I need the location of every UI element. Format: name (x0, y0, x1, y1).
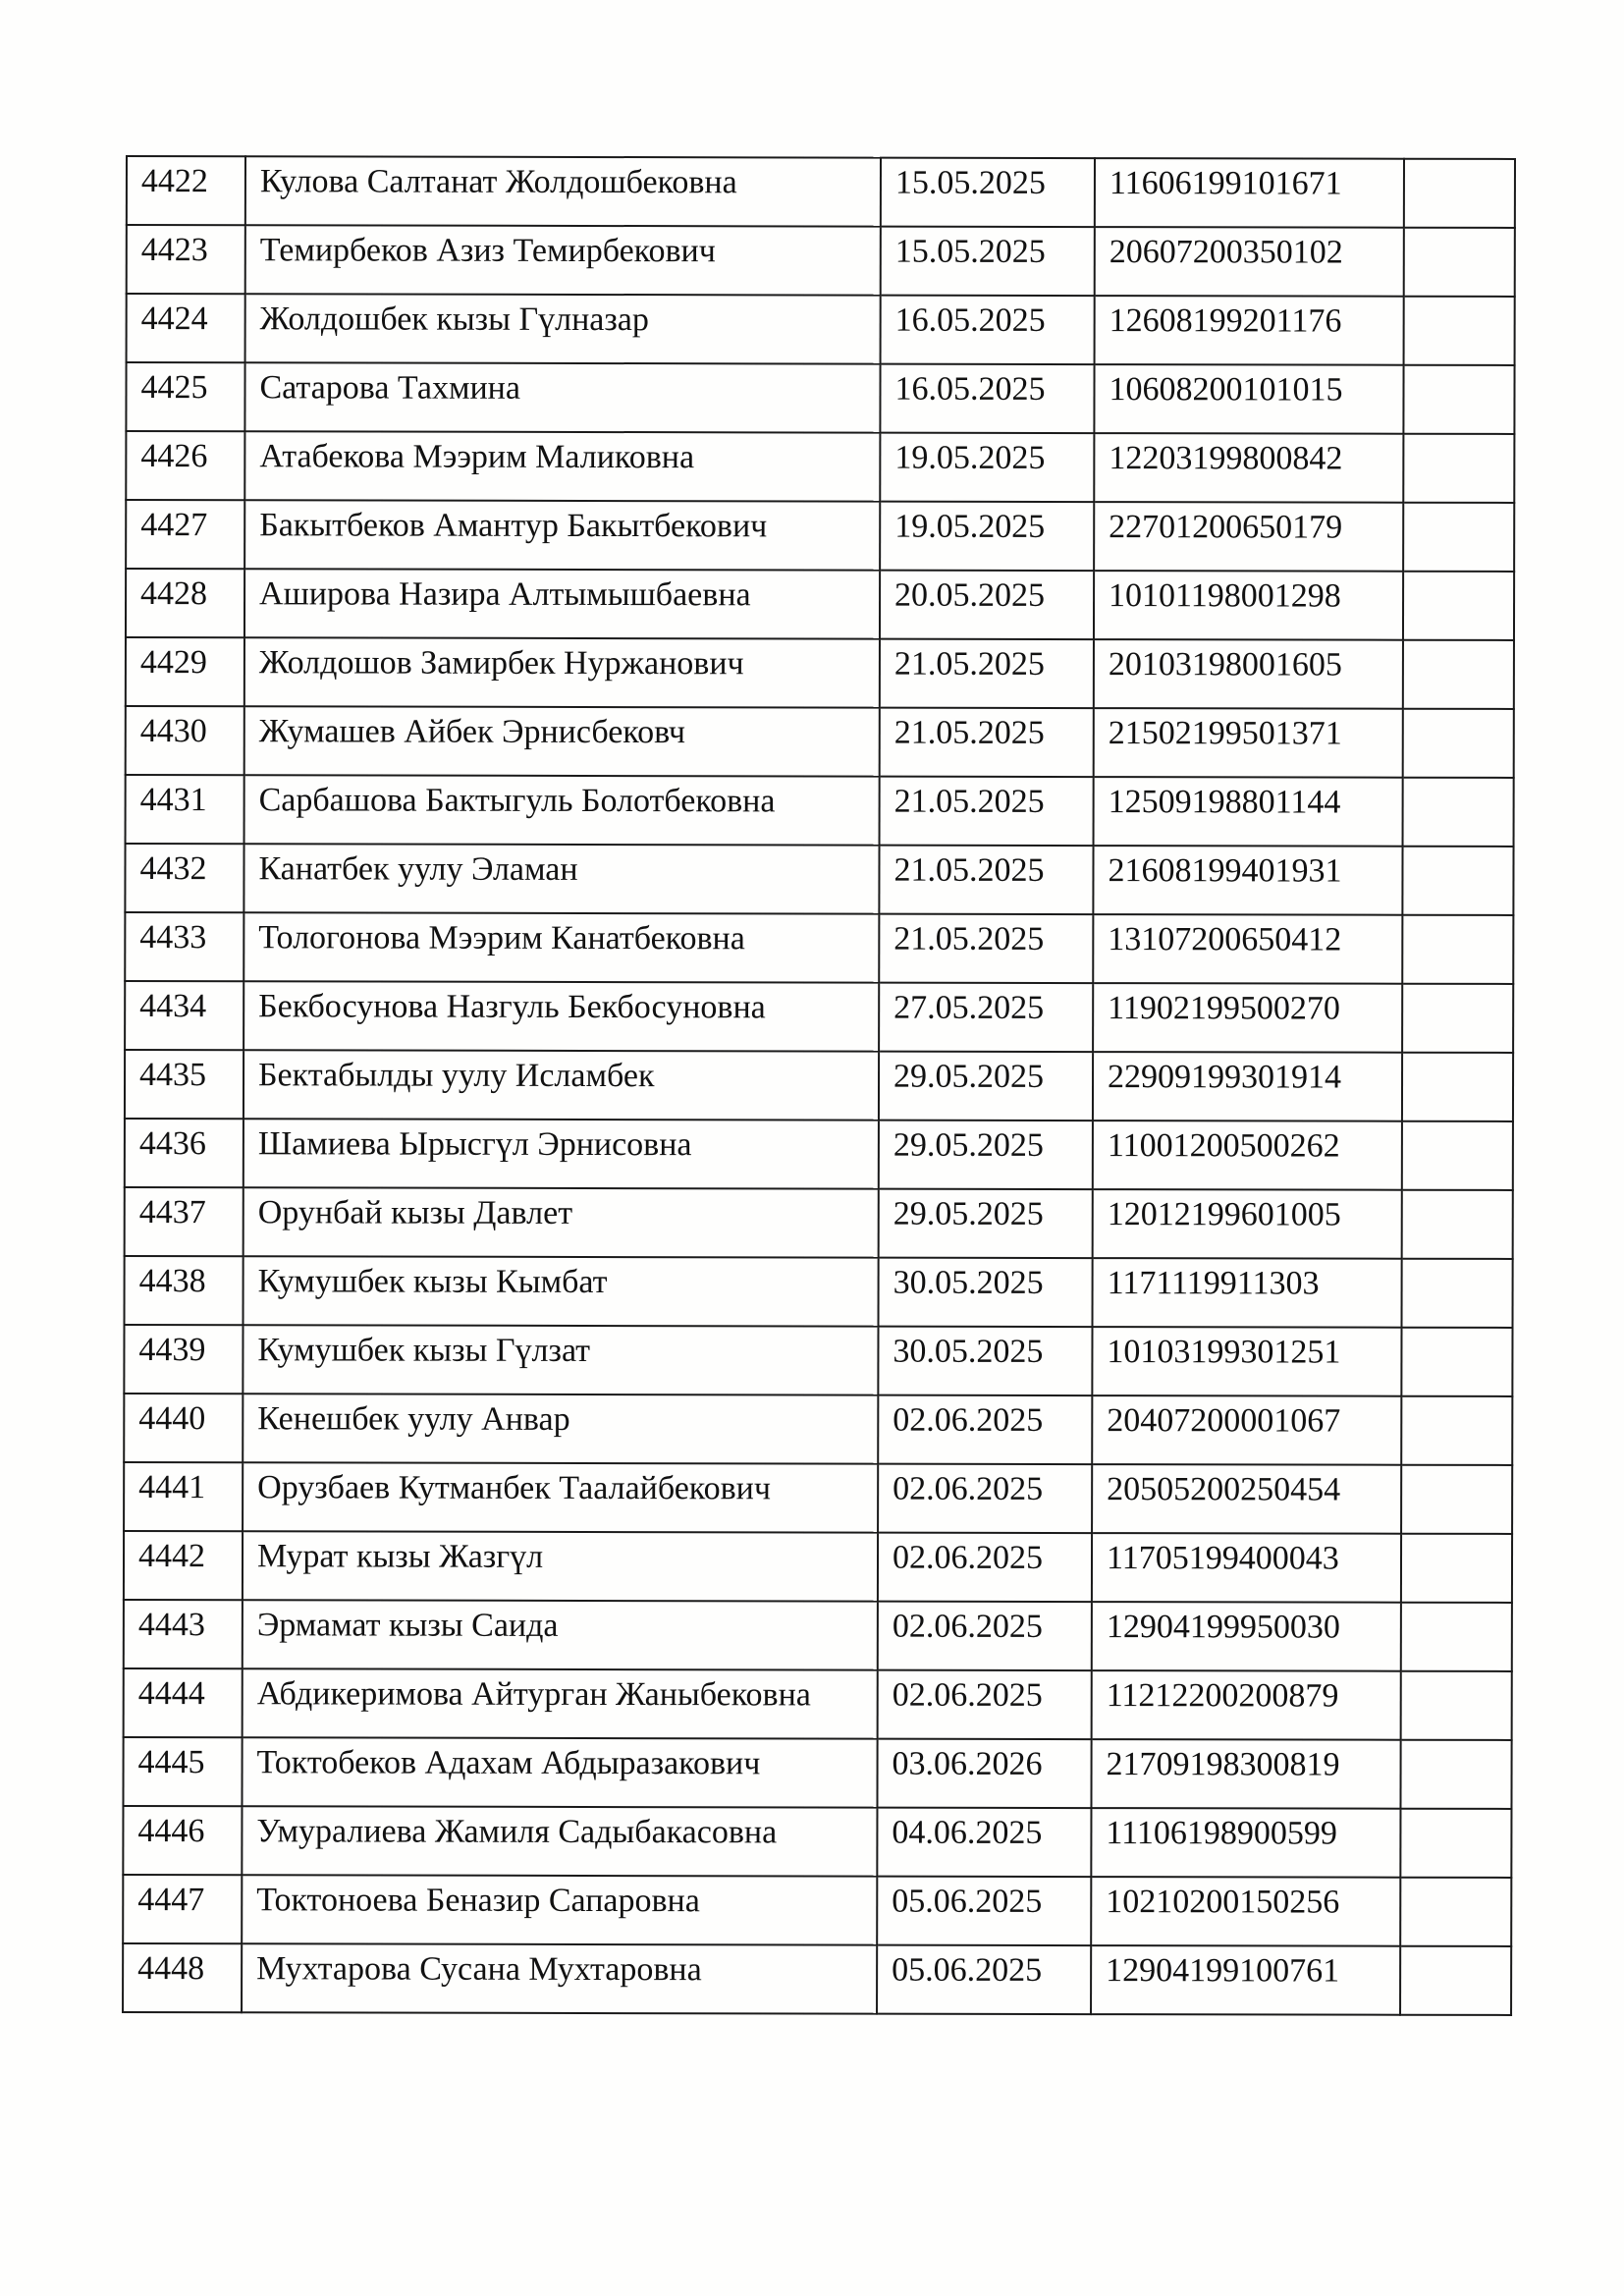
full-name-cell: Аширова Назира Алтымышбаевна (244, 569, 880, 638)
personal-id-cell: 10103199301251 (1092, 1327, 1401, 1396)
table-row (125, 1256, 1513, 1328)
row-number-cell: 4425 (126, 362, 244, 431)
date-cell: 15.05.2025 (881, 227, 1095, 296)
full-name-cell: Орузбаев Кутманбек Таалайбекович (243, 1462, 878, 1532)
table-row (124, 1600, 1512, 1671)
registry-table-body (123, 156, 1515, 2015)
full-name-cell: Бектабылды уулу Исламбек (244, 1050, 879, 1120)
row-number-cell: 4443 (124, 1600, 243, 1668)
date-cell: 02.06.2025 (878, 1464, 1092, 1533)
note-cell (1402, 847, 1513, 915)
date-cell: 29.05.2025 (879, 1189, 1093, 1258)
personal-id-cell: 21709198300819 (1091, 1739, 1400, 1809)
full-name-cell: Жолдошов Замирбек Нуржанович (244, 637, 880, 707)
note-cell (1402, 1121, 1513, 1190)
row-number-cell: 4447 (123, 1875, 242, 1943)
personal-id-cell: 11001200500262 (1093, 1121, 1402, 1190)
row-number-cell: 4433 (125, 912, 244, 981)
personal-id-cell: 20407200001067 (1092, 1395, 1401, 1465)
full-name-cell: Кенешбек уулу Анвар (243, 1394, 878, 1463)
date-cell: 19.05.2025 (880, 502, 1094, 571)
table-row (123, 1806, 1511, 1878)
note-cell (1400, 1946, 1511, 2015)
registry-table (122, 155, 1516, 2016)
table-row (125, 1050, 1513, 1121)
full-name-cell: Кумушбек кызы Кымбат (244, 1256, 879, 1326)
row-number-cell: 4432 (125, 844, 244, 912)
personal-id-cell: 20505200250454 (1092, 1464, 1401, 1534)
table-row (124, 1668, 1512, 1740)
row-number-cell: 4437 (125, 1187, 244, 1256)
personal-id-cell: 10608200101015 (1094, 364, 1403, 434)
personal-id-cell: 10210200150256 (1091, 1877, 1400, 1946)
row-number-cell: 4430 (126, 706, 244, 775)
row-number-cell: 4426 (126, 431, 244, 500)
full-name-cell: Жолдошбек кызы Гүлназар (245, 294, 881, 363)
table-row (125, 844, 1513, 915)
date-cell: 02.06.2025 (878, 1533, 1092, 1602)
note-cell (1403, 365, 1514, 434)
table-row (123, 1875, 1511, 1946)
table-row (124, 1462, 1512, 1534)
full-name-cell: Атабекова Мээрим Маликовна (244, 431, 880, 501)
table-row (124, 1394, 1512, 1465)
note-cell (1402, 1190, 1513, 1259)
full-name-cell: Орунбай кызы Давлет (244, 1187, 879, 1257)
row-number-cell: 4436 (125, 1119, 244, 1187)
date-cell: 21.05.2025 (880, 708, 1094, 777)
personal-id-cell: 21608199401931 (1093, 846, 1402, 915)
note-cell (1403, 640, 1514, 709)
personal-id-cell: 11212200200879 (1092, 1670, 1401, 1740)
note-cell (1402, 915, 1513, 984)
note-cell (1403, 572, 1514, 640)
date-cell: 03.06.2026 (877, 1739, 1091, 1808)
row-number-cell: 4441 (124, 1462, 243, 1531)
date-cell: 27.05.2025 (879, 983, 1093, 1052)
row-number-cell: 4435 (125, 1050, 244, 1119)
full-name-cell: Мурат кызы Жазгүл (243, 1531, 878, 1601)
personal-id-cell: 20103198001605 (1094, 639, 1403, 709)
row-number-cell: 4448 (123, 1943, 242, 2012)
table-row (126, 500, 1514, 572)
note-cell (1400, 1809, 1511, 1878)
note-cell (1404, 159, 1515, 228)
personal-id-cell: 12904199100761 (1091, 1945, 1400, 2015)
date-cell: 04.06.2025 (877, 1808, 1091, 1877)
table-row (125, 981, 1513, 1053)
table-row (126, 706, 1514, 778)
date-cell: 21.05.2025 (880, 639, 1094, 708)
table-row (127, 294, 1515, 365)
personal-id-cell: 21502199501371 (1094, 708, 1403, 778)
note-cell (1403, 503, 1514, 572)
row-number-cell: 4423 (127, 225, 245, 294)
date-cell: 30.05.2025 (878, 1327, 1092, 1395)
full-name-cell: Абдикеримова Айтурган Жаныбековна (243, 1668, 878, 1738)
row-number-cell: 4422 (127, 156, 245, 225)
note-cell (1403, 778, 1514, 847)
table-row (125, 1187, 1513, 1259)
note-cell (1401, 1396, 1512, 1465)
note-cell (1401, 1671, 1512, 1740)
personal-id-cell: 22701200650179 (1094, 502, 1403, 572)
date-cell: 05.06.2025 (877, 1877, 1091, 1945)
full-name-cell: Жумашев Айбек Эрнисбековч (244, 706, 880, 776)
personal-id-cell: 11902199500270 (1093, 983, 1402, 1053)
date-cell: 16.05.2025 (880, 364, 1094, 433)
date-cell: 19.05.2025 (880, 433, 1094, 502)
personal-id-cell: 11106198900599 (1091, 1808, 1400, 1878)
date-cell: 02.06.2025 (878, 1670, 1092, 1739)
full-name-cell: Бакытбеков Амантур Бакытбекович (244, 500, 880, 570)
date-cell: 02.06.2025 (878, 1395, 1092, 1464)
note-cell (1403, 709, 1514, 778)
row-number-cell: 4444 (124, 1668, 243, 1737)
note-cell (1402, 984, 1513, 1053)
date-cell: 21.05.2025 (879, 914, 1093, 983)
note-cell (1402, 1259, 1513, 1328)
table-row (123, 1737, 1511, 1809)
row-number-cell: 4431 (126, 775, 244, 844)
full-name-cell: Умуралиева Жамиля Садыбакасовна (242, 1806, 877, 1876)
personal-id-cell: 12509198801144 (1094, 777, 1403, 847)
row-number-cell: 4438 (125, 1256, 244, 1325)
row-number-cell: 4434 (125, 981, 244, 1050)
note-cell (1404, 297, 1515, 365)
table-row (127, 225, 1515, 297)
date-cell: 02.06.2025 (878, 1602, 1092, 1670)
full-name-cell: Кумушбек кызы Гүлзат (243, 1325, 878, 1394)
date-cell: 30.05.2025 (879, 1258, 1093, 1327)
full-name-cell: Сатарова Тахмина (244, 362, 880, 432)
note-cell (1401, 1328, 1512, 1396)
full-name-cell: Кулова Салтанат Жолдошбековна (245, 156, 881, 226)
row-number-cell: 4442 (124, 1531, 243, 1600)
personal-id-cell: 12608199201176 (1095, 296, 1404, 365)
row-number-cell: 4427 (126, 500, 244, 569)
full-name-cell: Сарбашова Бактыгуль Болотбековна (244, 775, 880, 845)
table-row (124, 1325, 1512, 1396)
date-cell: 21.05.2025 (880, 777, 1094, 846)
note-cell (1404, 228, 1515, 297)
full-name-cell: Эрмамат кызы Саида (243, 1600, 878, 1669)
personal-id-cell: 12012199601005 (1093, 1189, 1402, 1259)
personal-id-cell: 12203199800842 (1094, 433, 1403, 503)
row-number-cell: 4424 (127, 294, 245, 362)
personal-id-cell: 11606199101671 (1095, 158, 1404, 228)
note-cell (1401, 1465, 1512, 1534)
note-cell (1401, 1534, 1512, 1603)
date-cell: 21.05.2025 (879, 846, 1093, 914)
table-row (124, 1531, 1512, 1603)
row-number-cell: 4446 (123, 1806, 242, 1875)
row-number-cell: 4445 (123, 1737, 242, 1806)
personal-id-cell: 20607200350102 (1095, 227, 1404, 297)
table-row (126, 775, 1514, 847)
table-row (126, 569, 1514, 640)
note-cell (1403, 434, 1514, 503)
personal-id-cell: 13107200650412 (1093, 914, 1402, 984)
full-name-cell: Шамиева Ырысгүл Эрнисовна (244, 1119, 879, 1188)
personal-id-cell: 12904199950030 (1092, 1602, 1401, 1671)
date-cell: 29.05.2025 (879, 1052, 1093, 1121)
full-name-cell: Канатбек уулу Эламан (244, 844, 879, 913)
table-row (125, 912, 1513, 984)
table-row (126, 637, 1514, 709)
row-number-cell: 4440 (124, 1394, 243, 1462)
full-name-cell: Бекбосунова Назгуль Бекбосуновна (244, 981, 879, 1051)
full-name-cell: Тологонова Мээрим Канатбековна (244, 912, 879, 982)
note-cell (1400, 1878, 1511, 1946)
personal-id-cell: 1171119911303 (1093, 1258, 1402, 1328)
date-cell: 20.05.2025 (880, 571, 1094, 639)
full-name-cell: Мухтарова Сусана Мухтаровна (242, 1943, 877, 2013)
note-cell (1401, 1603, 1512, 1671)
table-row (125, 1119, 1513, 1190)
personal-id-cell: 22909199301914 (1093, 1052, 1402, 1121)
row-number-cell: 4428 (126, 569, 244, 637)
note-cell (1400, 1740, 1511, 1809)
table-row (126, 362, 1514, 434)
date-cell: 16.05.2025 (881, 296, 1095, 364)
date-cell: 15.05.2025 (881, 158, 1095, 227)
full-name-cell: Токтобеков Адахам Абдыразакович (242, 1737, 877, 1807)
table-row (127, 156, 1515, 228)
date-cell: 29.05.2025 (879, 1121, 1093, 1189)
full-name-cell: Токтоноева Беназир Сапаровна (242, 1875, 877, 1944)
row-number-cell: 4439 (124, 1325, 243, 1394)
date-cell: 05.06.2025 (877, 1945, 1091, 2014)
table-row (126, 431, 1514, 503)
personal-id-cell: 11705199400043 (1092, 1533, 1401, 1603)
personal-id-cell: 10101198001298 (1094, 571, 1403, 640)
note-cell (1402, 1053, 1513, 1121)
full-name-cell: Темирбеков Азиз Темирбекович (245, 225, 881, 295)
table-row (123, 1943, 1511, 2015)
row-number-cell: 4429 (126, 637, 244, 706)
